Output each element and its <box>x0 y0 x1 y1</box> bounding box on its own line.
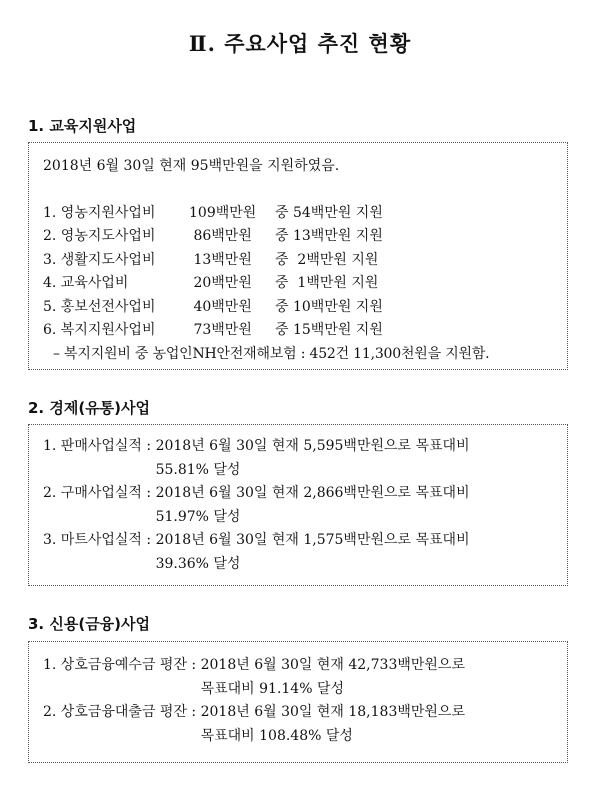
education-item-detail: 중 1백만원 지원 <box>275 275 379 291</box>
education-item-amount: 13백만원 <box>189 251 252 268</box>
credit-item-line1: 2018년 6월 30일 현재 18,183백만원으로 <box>200 704 465 720</box>
education-item <box>43 296 567 320</box>
education-item-name: 2. 영농지도사업비 <box>43 228 156 244</box>
credit-item <box>43 701 567 748</box>
education-item <box>43 272 567 296</box>
credit-item-label: 1. 상호금융예수금 평잔 : <box>43 657 201 673</box>
economy-item-label: 2. 구매사업실적 : <box>43 485 156 501</box>
education-item <box>43 249 567 273</box>
education-item-name: 5. 홍보선전사업비 <box>43 298 156 315</box>
credit-item <box>43 654 567 701</box>
economy-item-line1: 2018년 6월 30일 현재 2,866백만원으로 목표대비 <box>155 485 470 501</box>
education-item-detail: 중 15백만원 지원 <box>275 322 383 338</box>
credit-item-line2: 목표대비 91.14% 달성 <box>200 680 345 697</box>
section-box-education <box>28 142 568 370</box>
economy-item-line2: 51.97% 달성 <box>155 508 241 525</box>
education-intro: 2018년 6월 30일 현재 95백만원을 지원하였음. <box>43 158 340 174</box>
education-welfare-note: – 복지지원비 중 농업인NH안전재해보험 : 452건 11,300천원을 지원함. <box>53 345 490 362</box>
economy-item-line2: 39.36% 달성 <box>155 555 241 572</box>
economy-item-line1: 2018년 6월 30일 현재 1,575백만원으로 목표대비 <box>155 532 470 548</box>
education-item-name: 3. 생활지도사업비 <box>43 251 156 268</box>
economy-item-line2: 55.81% 달성 <box>155 461 241 478</box>
education-item <box>43 202 567 226</box>
education-item-amount: 73백만원 <box>189 322 252 338</box>
education-item-detail: 중 54백만원 지원 <box>275 204 383 221</box>
economy-item-label: 1. 판매사업실적 : <box>43 438 156 454</box>
education-item-amount: 20백만원 <box>189 275 252 291</box>
economy-item-line1: 2018년 6월 30일 현재 5,595백만원으로 목표대비 <box>155 438 470 454</box>
section-box-economy <box>28 424 568 586</box>
education-item <box>43 319 567 343</box>
economy-item-label: 3. 마트사업실적 : <box>43 532 156 548</box>
page-title: Ⅱ. 주요사업 추진 현황 <box>188 31 412 56</box>
education-item-name: 1. 영농지원사업비 <box>43 204 156 221</box>
education-item-name: 6. 복지지원사업비 <box>43 322 156 338</box>
education-item <box>43 225 567 249</box>
education-item-amount: 40백만원 <box>189 298 252 315</box>
section-box-credit <box>28 641 568 763</box>
education-item-amount: 109백만원 <box>189 204 257 221</box>
credit-item-label: 2. 상호금융대출금 평잔 : <box>43 704 201 720</box>
education-item-detail: 중 13백만원 지원 <box>275 228 383 244</box>
section-heading-economy: 2. 경제(유통)사업 <box>28 399 151 417</box>
economy-item <box>43 435 567 482</box>
economy-item <box>43 529 567 576</box>
education-item-detail: 중 2백만원 지원 <box>275 251 379 268</box>
education-item-amount: 86백만원 <box>189 228 252 244</box>
section-heading-education: 1. 교육지원사업 <box>28 117 137 135</box>
education-item-name: 4. 교육사업비 <box>43 275 129 291</box>
economy-item <box>43 482 567 529</box>
education-item-detail: 중 10백만원 지원 <box>275 298 383 315</box>
credit-item-line1: 2018년 6월 30일 현재 42,733백만원으로 <box>200 657 465 673</box>
section-heading-credit: 3. 신용(금융)사업 <box>28 615 151 633</box>
credit-item-line2: 목표대비 108.48% 달성 <box>200 727 353 744</box>
